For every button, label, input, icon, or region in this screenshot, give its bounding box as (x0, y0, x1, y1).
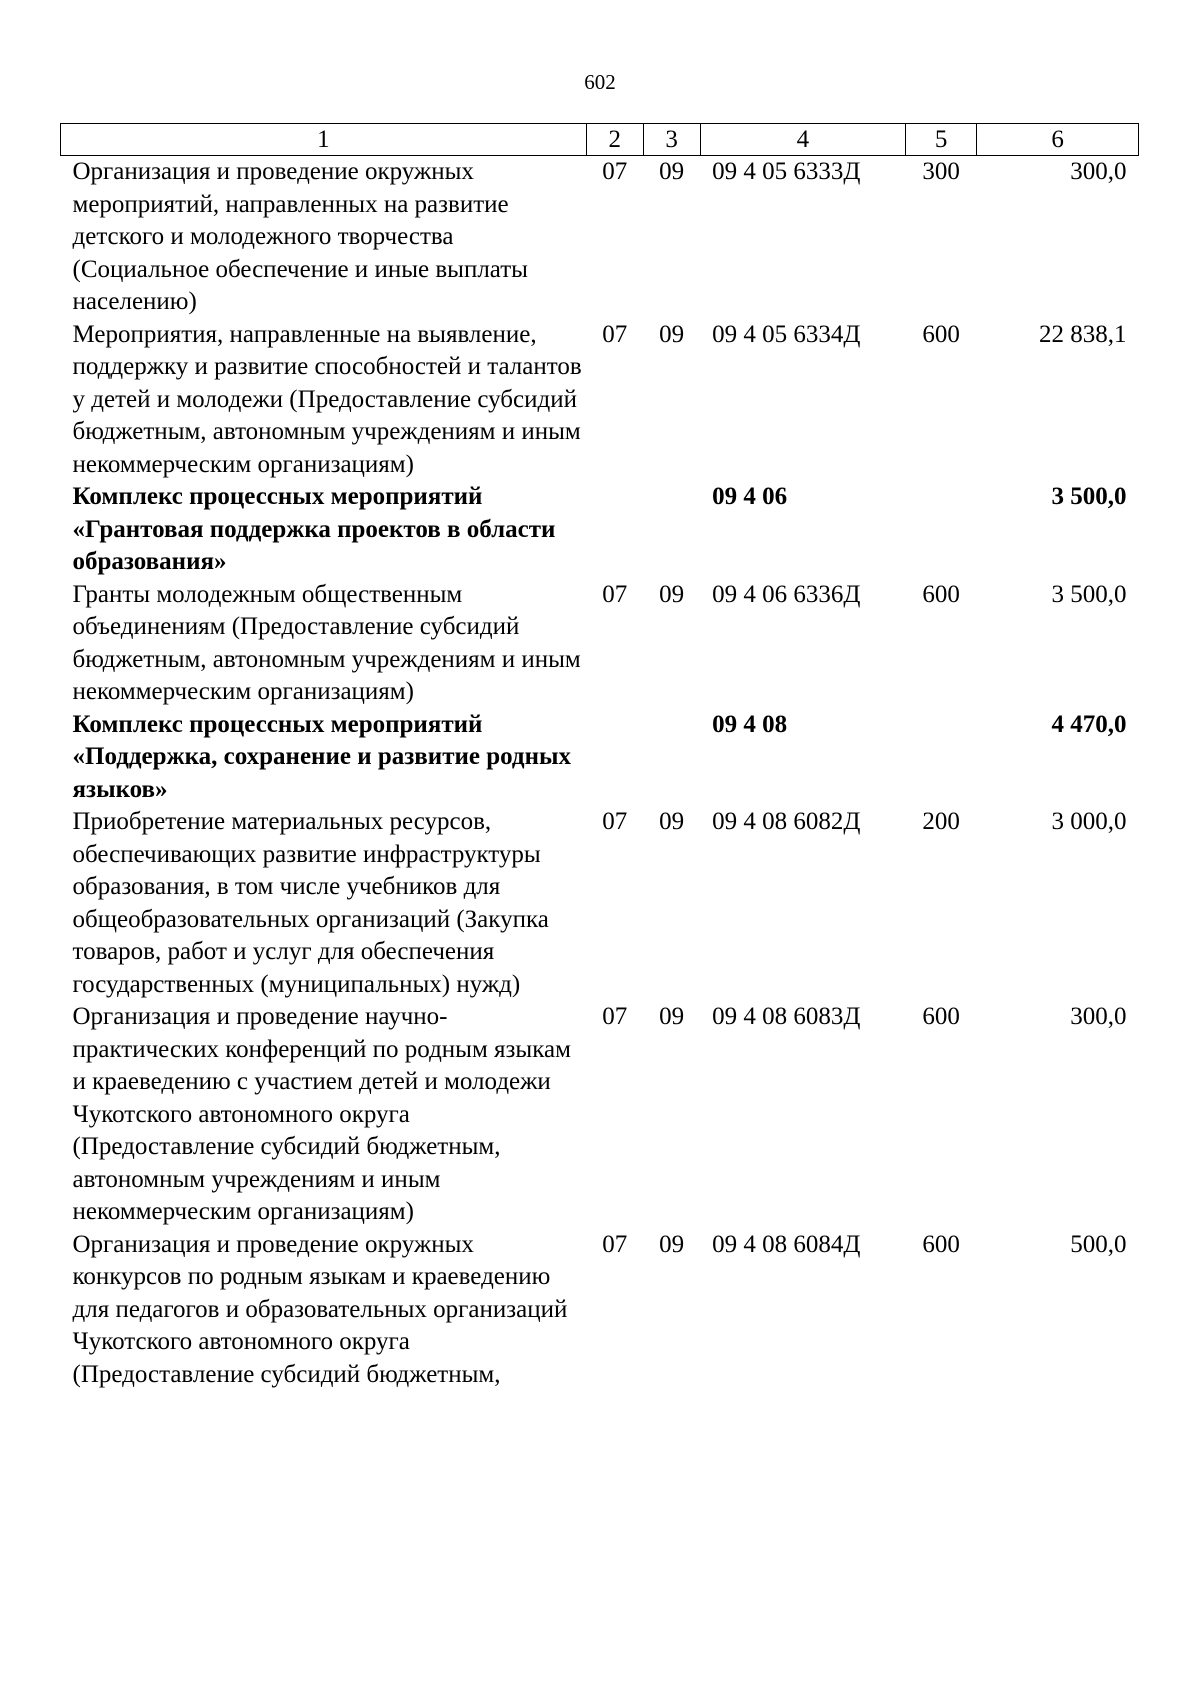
subsection-code: 09 (659, 158, 685, 185)
expense-type-code (906, 709, 977, 807)
table-header-row (61, 124, 1139, 156)
target-article-code: 09 4 08 6084Д (712, 1230, 861, 1258)
target-article-code: 09 4 06 (712, 483, 788, 510)
table-row-subtotal (61, 709, 1139, 807)
table-row-subtotal (61, 481, 1139, 579)
expense-type-code: 600 (922, 320, 960, 348)
expense-type-code: 200 (922, 808, 960, 835)
table-row (61, 579, 1139, 709)
expense-type-code: 600 (922, 580, 960, 608)
expense-type-code (906, 481, 977, 579)
expense-type-code: 600 (922, 1003, 960, 1030)
subsection-code (643, 709, 700, 807)
subsection-code (643, 481, 700, 579)
item-name: Организация и проведение окружных конкурсов по родным языкам и краеведению для педагогов и образовательных организаций Чукотского автономного округа (Предоставление субсидий бюджетным, (72, 1230, 568, 1388)
amount: 300,0 (1070, 158, 1127, 185)
subsection-code: 09 (659, 808, 685, 835)
target-article-code: 09 4 05 6334Д (712, 320, 861, 348)
item-name: Организация и проведение окружных мероприятий, направленных на развитие детского и молодежного творчества (Социальное обеспечение и иные выплаты населению) (72, 158, 528, 315)
target-article-code: 09 4 08 6082Д (712, 808, 861, 835)
amount: 4 470,0 (1051, 710, 1127, 738)
header-col-5: 5 (906, 124, 977, 156)
header-col-1: 1 (61, 124, 587, 156)
subsection-code: 09 (659, 320, 685, 348)
section-code: 07 (602, 808, 628, 835)
amount: 300,0 (1070, 1003, 1127, 1030)
table-row (61, 1001, 1139, 1229)
section-code: 07 (602, 1230, 628, 1258)
item-name: Приобретение материальных ресурсов, обеспечивающих развитие инфраструктуры образования, в том числе учебников для общеобразовательных организаций (Закупка товаров, работ и услуг для обеспечения государственных (муниципальных) нужд) (72, 808, 549, 998)
item-name: Комплекс процессных мероприятий «Поддержка, сохранение и развитие родных языков» (72, 710, 571, 803)
header-col-3: 3 (643, 124, 700, 156)
header-col-2: 2 (586, 124, 643, 156)
section-code (586, 709, 643, 807)
amount: 3 500,0 (1051, 580, 1127, 608)
header-col-4: 4 (700, 124, 905, 156)
item-name: Гранты молодежным общественным объединениям (Предоставление субсидий бюджетным, автономным учреждениям и иным некоммерческим организациям) (72, 580, 581, 705)
item-name: Организация и проведение научно-практических конференций по родным языкам и краеведению с участием детей и молодежи Чукотского автономного округа (Предоставление субсидий бюджетным, автономным учреждениям и иным некоммерческим организациям) (72, 1003, 571, 1225)
item-name: Мероприятия, направленные на выявление, поддержку и развитие способностей и талантов у детей и молодежи (Предоставление субсидий бюджетным, автономным учреждениям и иным некоммерческим организациям) (72, 320, 582, 478)
target-article-code: 09 4 05 6333Д (712, 158, 861, 185)
expense-type-code: 300 (922, 158, 960, 185)
table-row (61, 806, 1139, 1001)
section-code (586, 481, 643, 579)
section-code: 07 (602, 320, 628, 348)
amount: 500,0 (1070, 1230, 1127, 1258)
table-row (61, 156, 1139, 319)
amount: 22 838,1 (1039, 320, 1127, 348)
target-article-code: 09 4 08 (712, 710, 788, 738)
section-code: 07 (602, 580, 628, 608)
table-row (61, 1229, 1139, 1392)
header-col-6: 6 (977, 124, 1139, 156)
item-name: Комплекс процессных мероприятий «Грантовая поддержка проектов в области образования» (72, 483, 556, 575)
subsection-code: 09 (659, 580, 685, 608)
amount: 3 500,0 (1051, 483, 1127, 510)
subsection-code: 09 (659, 1003, 685, 1030)
budget-table (60, 123, 1139, 1391)
expense-type-code: 600 (922, 1230, 960, 1258)
section-code: 07 (602, 158, 628, 185)
section-code: 07 (602, 1003, 628, 1030)
page-number: 602 (584, 70, 616, 94)
target-article-code: 09 4 08 6083Д (712, 1003, 861, 1030)
target-article-code: 09 4 06 6336Д (712, 580, 861, 608)
amount: 3 000,0 (1051, 808, 1127, 835)
subsection-code: 09 (659, 1230, 685, 1258)
table-row (61, 319, 1139, 482)
